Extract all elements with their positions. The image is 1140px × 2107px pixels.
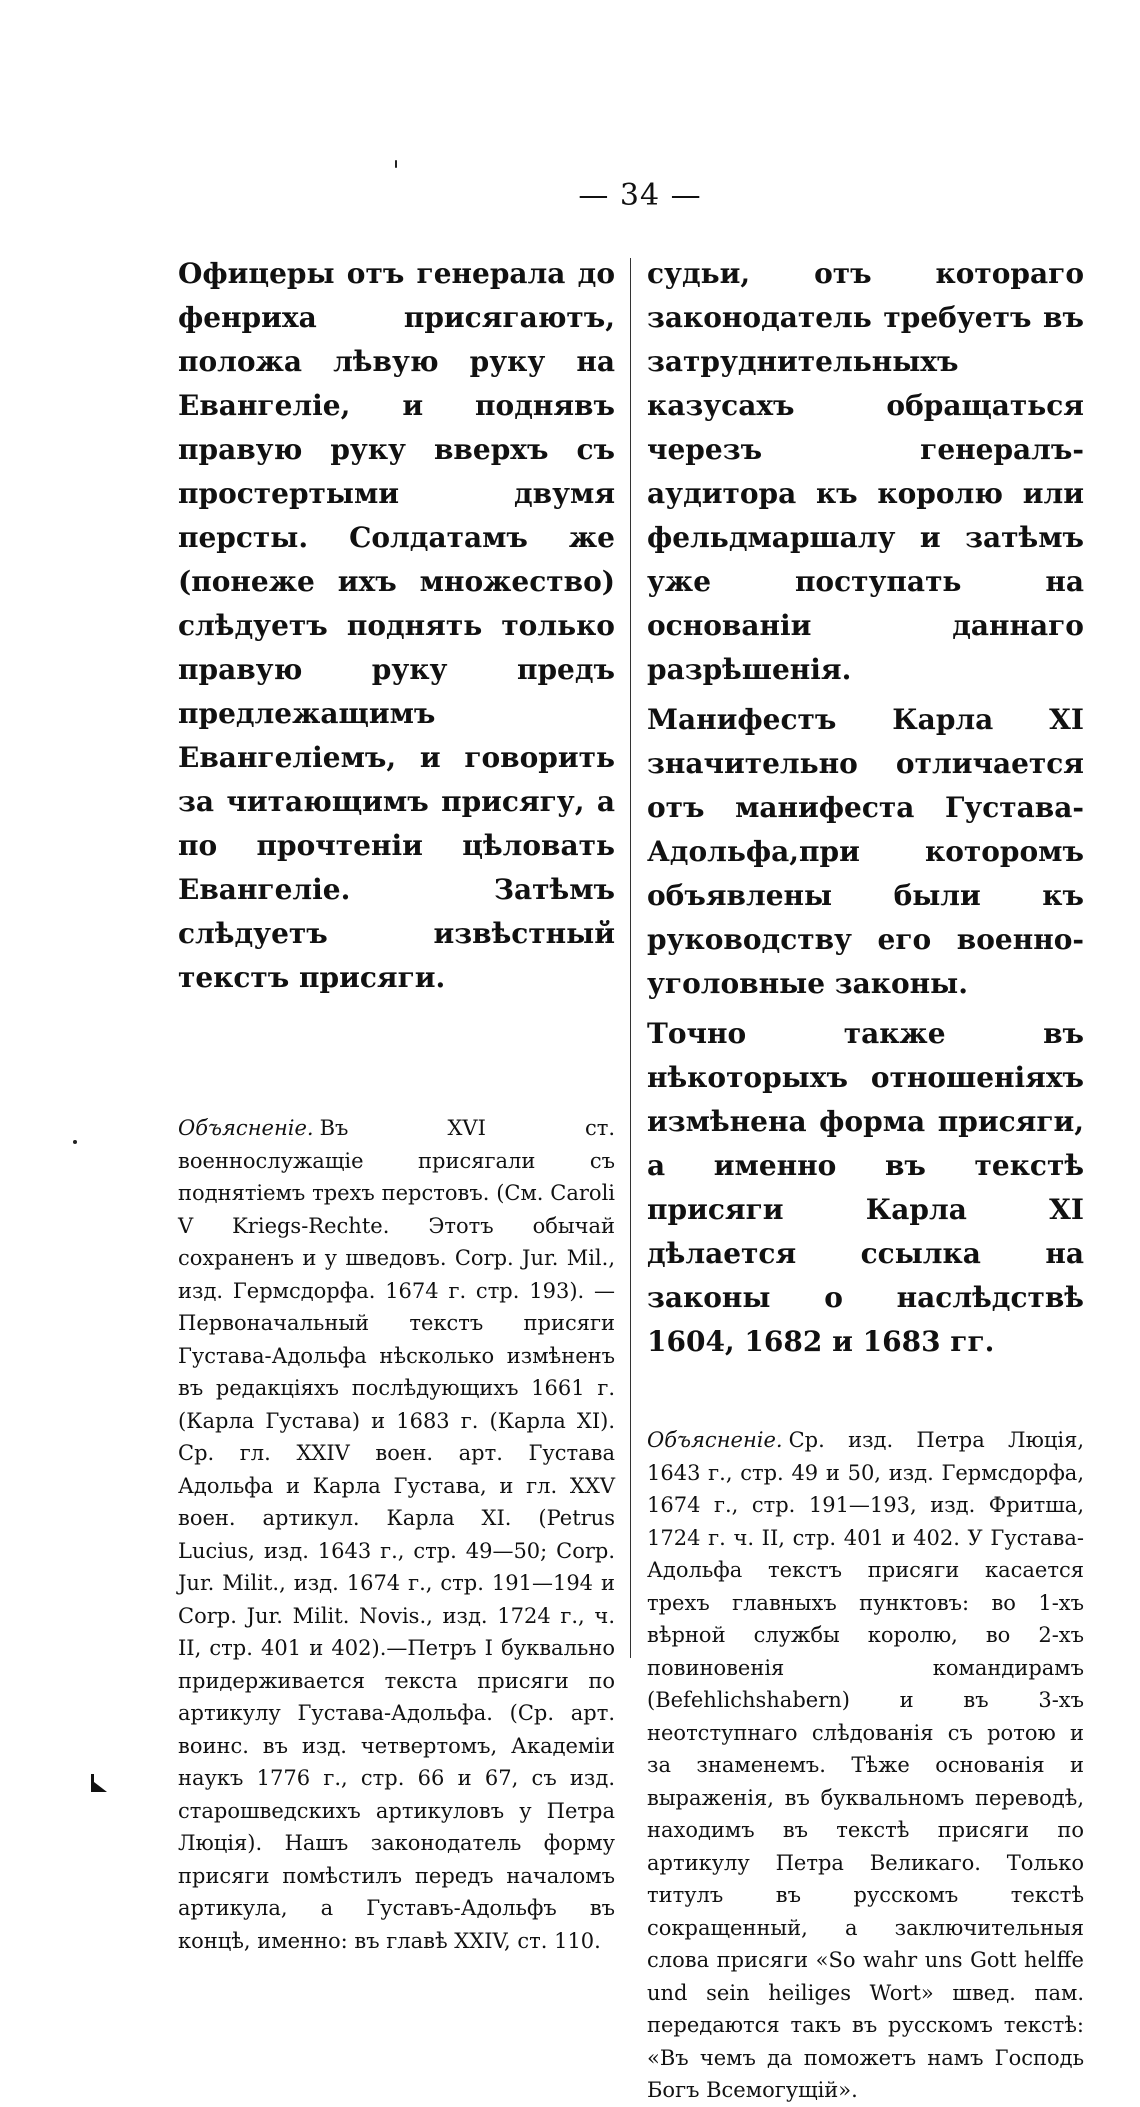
right-footnote-text: Ср. изд. Петра Люція, 1643 г., стр. 49 и 50, изд. Гермсдорфа, 1674 г., стр. 191—193, изд. Фритша, 1724 г. ч. II, стр. 401 и 402. У Густава-Адольфа текстъ присяги касается трехъ главныхъ пунктовъ: во 1-хъ вѣрной службы королю, во 2-хъ повиновенія командирамъ (Befehlichshabern) и въ 3-хъ неотступнаго слѣдованія съ ротою и за знаменемъ. Тѣже основанія и выраженія, въ буквальномъ переводѣ, находимъ въ текстѣ присяги по артикулу Петра Великаго. Только титулъ въ русскомъ текстѣ сокращенный, а заключительныя слова присяги «So wahr uns Gott helffe und sein heiliges Wort» швед. пам. передаются такъ въ русскомъ текстѣ: «Въ чемъ да поможетъ намъ Господь Богъ Всемогущій».: [647, 1428, 1084, 2102]
left-footnote: [178, 1112, 615, 1957]
right-main-paragraph-1: судьи, отъ котораго законодатель требуетъ въ затруднительныхъ казусахъ обращаться черезъ генералъ-аудитора къ королю или фельдмаршалу и затѣмъ уже поступать на основаніи даннаго разрѣшенія.: [647, 257, 1084, 686]
left-footnote-label: Объясненіе.: [178, 1116, 314, 1140]
right-footnote: [647, 1424, 1084, 2107]
left-column: [178, 252, 615, 1957]
right-column: [647, 252, 1084, 2107]
margin-dot-mark: [73, 1140, 77, 1144]
right-main-paragraph-2: Манифестъ Карла XI значительно отличается отъ манифеста Густава-Адольфа,при которомъ объявлены были къ руководству его военно-уголовные законы.: [647, 703, 1084, 1000]
right-footnote-label: Объясненіе.: [647, 1428, 783, 1452]
left-footnote-text: Въ XVI ст. военнослужащіе присягали съ поднятіемъ трехъ перстовъ. (См. Caroli V Kriegs-Rechte. Этотъ обычай сохраненъ и у шведовъ. Corp. Jur. Mil., изд. Гермсдорфа. 1674 г. стр. 193). — Первоначальный текстъ присяги Густава-Адольфа нѣсколько измѣненъ въ редакціяхъ послѣдующихъ 1661 г. (Карла Густава) и 1683 г. (Карла XI). Ср. гл. XXIV воен. арт. Густава Адольфа и Карла Густава, и гл. XXV воен. артикул. Карла XI. (Petrus Lucius, изд. 1643 г., стр. 49—50; Corp. Jur. Milit., изд. 1674 г., стр. 191—194 и Corp. Jur. Milit. Novis., изд. 1724 г., ч. II, стр. 401 и 402).—Петръ I буквально придерживается текста присяги по артикулу Густава-Адольфа. (Ср. арт. воинс. въ изд. четвертомъ, Академіи наукъ 1776 г., стр. 66 и 67, съ изд. старошведскихъ артикуловъ у Петра Люція). Нашъ законодатель форму присяги помѣстилъ передъ началомъ артикула, а Густавъ-Адольфъ въ концѣ, именно: въ главѣ XXIV, ст. 110.: [178, 1116, 615, 1953]
page-number: — 34 —: [578, 178, 702, 213]
column-divider: [630, 258, 631, 1658]
left-main-paragraph: Офицеры отъ генерала до фенриха присягаютъ, положа лѣвую руку на Евангеліе, и поднявъ правую руку вверхъ съ простертыми двумя персты. Солдатамъ же (понеже ихъ множество) слѣдуетъ поднять только правую руку предъ предлежащимъ Евангеліемъ, и говорить за читающимъ присягу, а по прочтеніи цѣловать Евангеліе. Затѣмъ слѣдуетъ извѣстный текстъ присяги.: [178, 257, 615, 994]
corner-mark-icon: [88, 1772, 110, 1794]
print-speck-mark: [395, 160, 397, 168]
right-main-paragraph-3: Точно также въ нѣкоторыхъ отношеніяхъ измѣнена форма присяги, а именно въ текстѣ присяги Карла XI дѣлается ссылка на законы о наслѣдствѣ 1604, 1682 и 1683 гг.: [647, 1017, 1084, 1358]
